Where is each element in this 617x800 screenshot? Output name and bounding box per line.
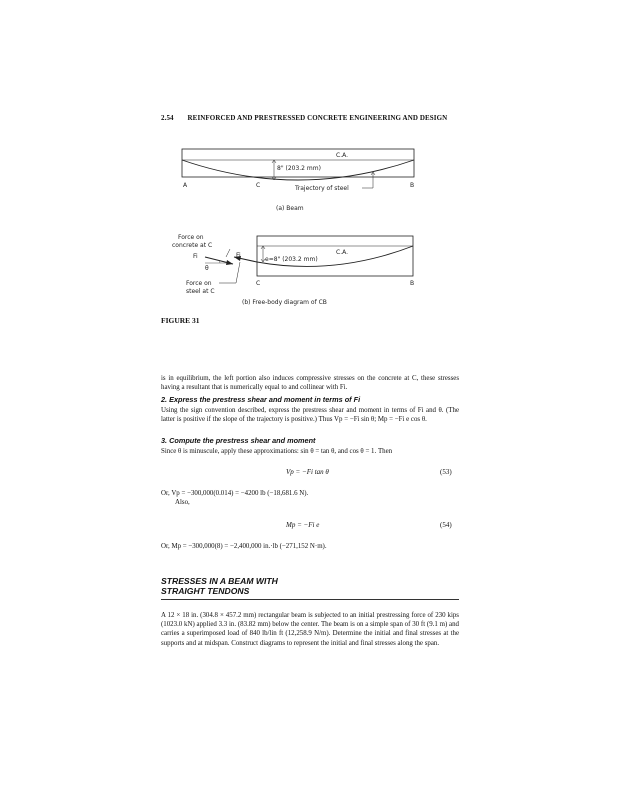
equation-53-number: (53) (440, 468, 452, 476)
beam-a-point-c: C (256, 182, 261, 189)
mp-result-line: Or, Mp = −300,000(8) = −2,400,000 in.·lb (−271,152 N·m). (161, 543, 327, 550)
also-label: Also, (175, 499, 190, 506)
force-on-concrete-label-1: Force on (178, 234, 204, 241)
equation-53: Vp = −Fi tan θ (286, 468, 329, 476)
fi-left-label: Fi (193, 253, 198, 260)
beam-b-ca-label: C.A. (336, 249, 349, 256)
section-divider (161, 599, 459, 600)
section-title (161, 576, 278, 596)
force-on-steel-label-2: steel at C (186, 288, 215, 295)
figure-31-diagram (0, 0, 617, 340)
vp-result-line: Or, Vp = −300,000(0.014) = −4200 lb (−18,681.6 N). (161, 490, 309, 497)
figure-caption: FIGURE 31 (161, 316, 200, 325)
beam-a-e-label: 8" (203.2 mm) (277, 165, 321, 172)
step-3-title: 3. Compute the prestress shear and moment (161, 436, 316, 445)
beam-a-support-a: A (183, 182, 188, 189)
equation-54-number: (54) (440, 521, 452, 529)
page-number: 2.54 (161, 114, 174, 122)
paragraph-problem-statement: A 12 × 18 in. (304.8 × 457.2 mm) rectangular beam is subjected to an initial prestressing force of 230 kips (1023.0 kN) applied 3.3 in. (83.82 mm) below the center. The beam is on a simple span of 30 ft (9.1 m) and carries a superimposed load of 840 lb/lin ft (12,258.9 N/m). Determine the initial and final stresses at the supports and at midspan. Construct diagrams to represent the initial and final stresses along the span. (161, 612, 459, 647)
beam-b-point-c: C (256, 280, 261, 287)
section-title-line-2: STRAIGHT TENDONS (161, 586, 250, 596)
part-a-subcaption: (a) Beam (276, 205, 304, 212)
beam-a-support-b: B (410, 182, 415, 189)
paragraph-equilibrium: is in equilibrium, the left portion also induces compressive stresses on the concrete at C, these stresses having a resultant that is numerically equal to and collinear with Fi. (161, 375, 459, 392)
section-title-line-1: STRESSES IN A BEAM WITH (161, 576, 278, 586)
beam-a-trajectory-label: Trajectory of steel (295, 185, 349, 192)
beam-a-outline (182, 149, 414, 177)
running-title: REINFORCED AND PRESTRESSED CONCRETE ENGINEERING AND DESIGN (187, 114, 448, 122)
beam-a-ca-label: C.A. (336, 152, 349, 159)
force-on-concrete-label-2: concrete at C (172, 242, 213, 249)
beam-b-e-label: e=8" (203.2 mm) (265, 256, 318, 263)
force-on-steel-label-1: Force on (186, 280, 212, 287)
force-on-concrete-leader (226, 249, 230, 257)
step-2-title: 2. Express the prestress shear and moment in terms of Fi (161, 395, 361, 404)
part-b-subcaption: (b) Free-body diagram of CB (242, 299, 327, 306)
paragraph-sign-convention: Using the sign convention described, express the prestress shear and moment in terms of Fi and θ. (The latter is positive if the slope of the trajectory is positive.) Thus Vp = −Fi sin θ; Mp = −Fi e cos θ. (161, 407, 459, 424)
theta-label: θ (205, 265, 209, 272)
force-on-steel-leader-v (236, 262, 240, 283)
paragraph-approximations: Since θ is minuscule, apply these approximations: sin θ = tan θ, and cos θ = 1. Then (161, 448, 393, 455)
fi-right-label: Fi (236, 252, 241, 259)
equation-54: Mp = −Fi e (286, 521, 320, 529)
beam-b-support-b: B (410, 280, 415, 287)
